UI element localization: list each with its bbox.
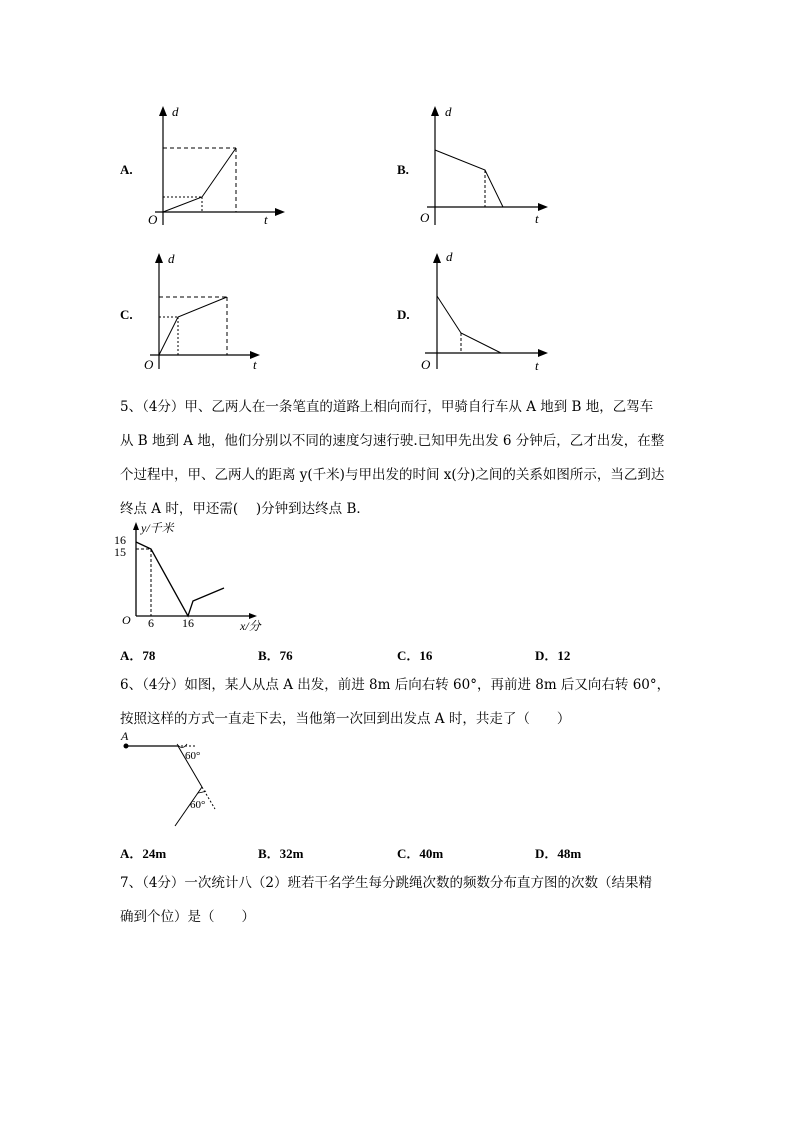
option-d-graph	[415, 247, 565, 372]
svg-text:x/分: x/分	[240, 619, 261, 633]
svg-text:t: t	[264, 212, 268, 227]
q7-line-1: 7、（4分）一次统计八（2）班若干名学生每分跳绳次数的频数分布直方图的次数（结果精	[120, 875, 653, 891]
svg-text:15: 15	[114, 545, 126, 559]
svg-text:t: t	[535, 211, 539, 226]
q5-line-2: 从 B 地到 A 地，他们分别以不同的速度匀速行驶.已知甲先出发 6 分钟后，乙才出发，在整	[120, 433, 665, 449]
svg-text:O: O	[421, 357, 431, 372]
svg-text:O: O	[148, 212, 158, 227]
svg-text:d: d	[168, 251, 175, 266]
svg-text:60°: 60°	[190, 799, 206, 811]
q5-line-1: 5、（4分）甲、乙两人在一条笔直的道路上相向而行，甲骑自行车从 A 地到 B 地，乙驾车	[120, 399, 654, 415]
option-d-label: D.	[397, 307, 410, 322]
q6-choice-c[interactable]: C．40m	[397, 846, 444, 861]
option-b-graph	[415, 100, 565, 230]
svg-text:O: O	[122, 613, 131, 627]
question-6-text	[120, 668, 680, 736]
svg-text:d: d	[446, 249, 453, 264]
q5-distance-graph	[112, 518, 272, 633]
option-b-label: B.	[397, 162, 409, 177]
question-5-text	[120, 390, 680, 526]
question-7-text	[120, 866, 680, 934]
svg-text:A: A	[121, 729, 129, 743]
svg-text:60°: 60°	[185, 750, 201, 762]
svg-text:6: 6	[148, 616, 154, 630]
q6-choice-b[interactable]: B．32m	[258, 846, 304, 861]
svg-text:16: 16	[114, 533, 126, 547]
q6-path-figure	[115, 728, 225, 830]
q5-choice-b[interactable]: B．76	[258, 648, 293, 663]
q6-choice-a[interactable]: A．24m	[120, 846, 167, 861]
svg-text:y/千米: y/千米	[141, 521, 174, 535]
svg-text:16: 16	[182, 616, 194, 630]
option-a-label: A.	[120, 162, 133, 177]
q6-line-2: 按照这样的方式一直走下去，当他第一次回到出发点 A 时，共走了（ ）	[120, 711, 571, 727]
q5-line-3: 个过程中，甲、乙两人的距离 y(千米)与甲出发的时间 x(分)之间的关系如图所示，当乙到达	[120, 467, 665, 483]
q5-line-4: 终点 A 时，甲还需( )分钟到达终点 B．	[120, 501, 370, 517]
svg-text:t: t	[253, 357, 257, 372]
svg-text:O: O	[420, 210, 430, 225]
q5-choice-c[interactable]: C．16	[397, 648, 433, 663]
svg-text:t: t	[535, 358, 539, 372]
y-axis-label: d	[172, 104, 179, 119]
q5-choice-a[interactable]: A．78	[120, 648, 156, 663]
svg-text:d: d	[445, 104, 452, 119]
q5-choice-d[interactable]: D．12	[535, 648, 571, 663]
option-c-label: C.	[120, 307, 133, 322]
q6-line-1: 6、（4分）如图，某人从点 A 出发，前进 8m 后向右转 60°，再前进 8m 后又向右转 60°，	[120, 677, 671, 693]
q6-choice-d[interactable]: D．48m	[535, 846, 582, 861]
q7-line-2: 确到个位）是（ ）	[120, 909, 255, 925]
option-a-graph	[140, 100, 290, 230]
svg-text:O: O	[144, 357, 154, 372]
option-c-graph	[140, 247, 280, 372]
